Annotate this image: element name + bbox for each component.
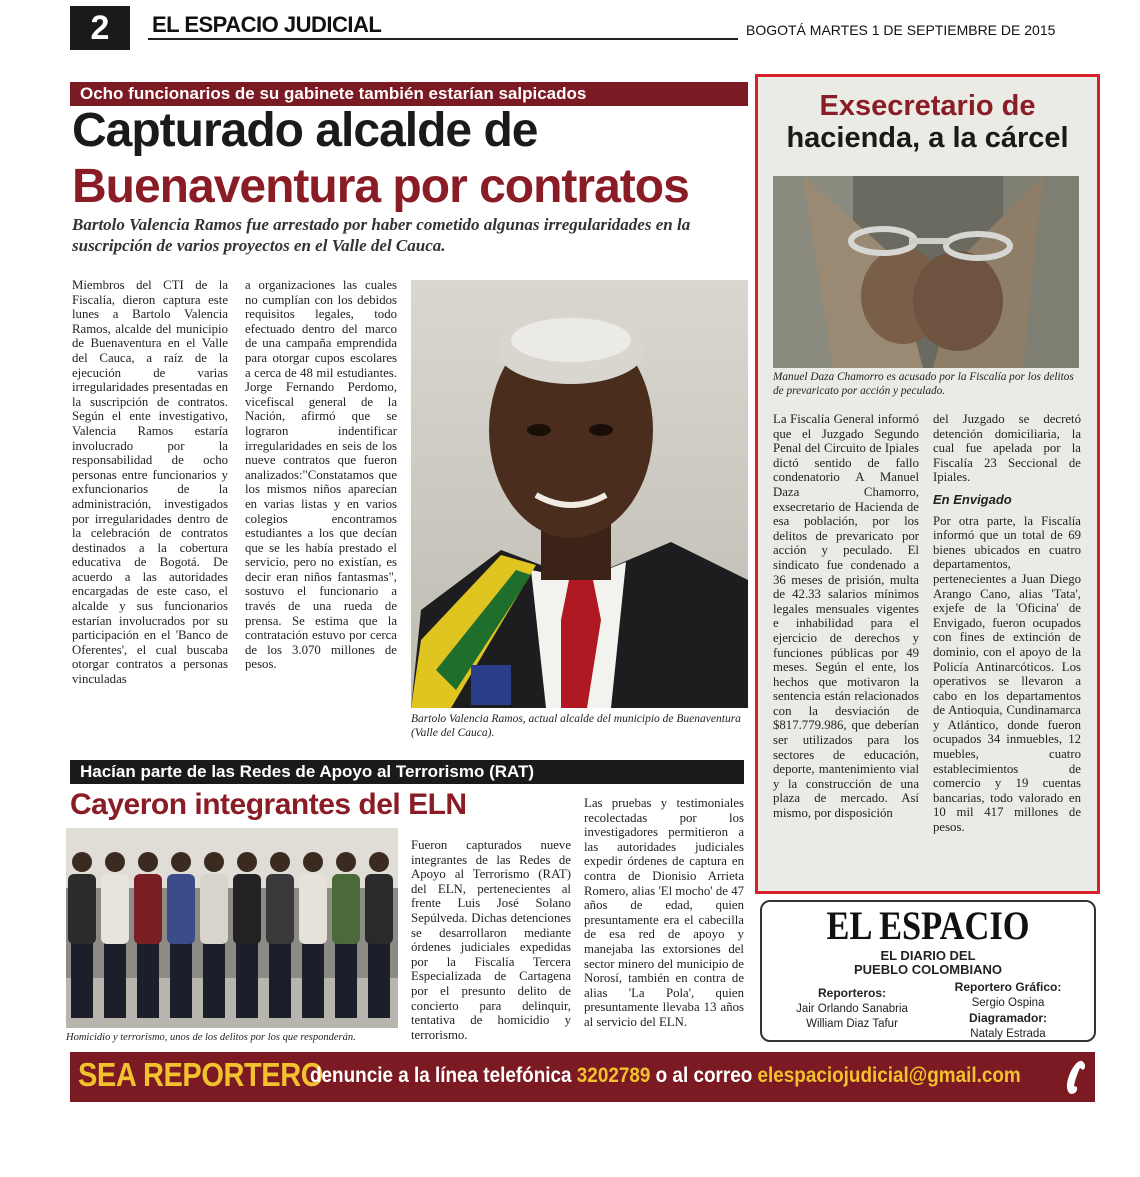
detainee-figure <box>365 852 393 1018</box>
mayor-photo-caption: Bartolo Valencia Ramos, actual alcalde del municipio de Buenaventura (Valle del Cauca). <box>411 713 741 739</box>
main-lede: Bartolo Valencia Ramos fue arrestado por haber cometido algunas irregularidades en la suscripción de varios proyectos en el Valle del Cauca. <box>72 215 691 255</box>
main-kicker: Ocho funcionarios de su gabinete también estarían salpicados <box>70 82 748 106</box>
mayor-photo <box>411 280 748 708</box>
section-title: EL ESPACIO JUDICIAL <box>152 12 382 37</box>
banner-phone: 3202789 <box>576 1064 651 1087</box>
main-headline-line2: Buenaventura por contratos <box>72 160 689 213</box>
sidebar-column-2-part-a: del Juzgado se decretó detención domiciliaria, la cual fue apelada por la Fiscalía 23 Seccional de Ipiales. <box>933 412 1081 485</box>
detainee-figure <box>134 852 162 1018</box>
reporters-credits <box>772 986 932 1032</box>
main-column-1: Miembros del CTI de la Fiscalía, dieron captura este lunes a Bartolo Valencia Ramos, alcalde del municipio de Buenaventura en el Valle del Cauca, a raíz de la ejecución de varias irregularidades presentadas en la suscripción de contratos. Según el ente investigativo, Valencia Ramos estaría involucrado por la responsabilidad de ocho personas entre funcionarios y exfuncionarios de la administración, investigados por irregularidades dentro de la celebración de contratos destinados a la cobertura educativa de Bogotá. De acuerdo a las autoridades encargadas de este caso, el alcalde y sus funcionarios estarían involucrados por su participación en el 'Banco de Oferentes', el cual buscaba otorgar contratos a personas vinculadas <box>72 278 228 687</box>
reporter-name: William Diaz Tafur <box>806 1018 898 1030</box>
graphic-reporter-name: Sergio Ospina <box>971 997 1045 1009</box>
main-column-2: a organizaciones las cuales no cumplían con los debidos requisitos legales, todo efectuado dentro del marco de una campaña emprendida para otorgar cupos escolares a cerca de 48 mil estudiantes. Jorge Fernando Perdomo, vicefiscal general de la Nación, afirmó que se lograron indentificar irregularidades en seis de los nueve contratos que fueron analizados:"Constatamos que los mismos niños aparecían en varias listas y en varios colegios encontramos estudiantes a los que decían que se les había prestado el servicio, pero no existían, es decir eran niños fantasmas", sostuvo el funcionario a través de una rueda de prensa. Se estima que la contratación estuvo por cerca de los 3.070 millones de pesos. <box>245 278 397 672</box>
masthead-subtitle-line2: PUEBLO COLOMBIANO <box>853 962 1003 977</box>
header-rule <box>148 38 738 40</box>
detainee-figure <box>299 852 327 1018</box>
handcuffs-photo-caption: Manuel Daza Chamorro es acusado por la Fiscalía por los delitos de prevaricato por acción y peculado. <box>773 371 1074 397</box>
sidebar-column-1: La Fiscalía General informó que el Juzgado Segundo Penal del Circuito de Ipiales dictó sentido de fallo condenatorio A Manuel Daza Chamorro, exsecretario de Hacienda de esa población, por los delitos de prevaricato por acción y peculado. El sindicato fue condenado a 36 meses de prisión, multa de 42.33 salarios mínimos legales mensuales vigentes e inhabilidad para el ejercicio de derechos y funciones públicas por 49 meses. Según el ente, los hechos que motivaron la sentencia están relacionados con la desviación de $817.779.986, que deberían ser utilizados para los sectores de educación, deporte, mantenimiento vial y la construcción de una plaza de mercado. Así mismo, por disposición <box>773 412 919 821</box>
reporter-name: Jair Orlando Sanabria <box>796 1003 908 1015</box>
sidebar-column-2 <box>933 412 1081 872</box>
phone-icon <box>1064 1058 1090 1098</box>
layout-designer-label: Diagramador: <box>968 1011 1048 1025</box>
masthead-title: EL ESPACIO <box>826 903 1030 948</box>
eln-headline: Cayeron integrantes del ELN <box>70 788 467 821</box>
layout-designer-name: Nataly Estrada <box>970 1028 1046 1040</box>
detainee-figure <box>266 852 294 1018</box>
detainee-figure <box>68 852 96 1018</box>
sidebar-subhead: En Envigado <box>933 491 1012 507</box>
banner-slogan: SEA REPORTERO <box>78 1056 323 1093</box>
detainee-figure <box>332 852 360 1018</box>
sidebar-headline-line1: Exsecretario de <box>819 90 1036 122</box>
eln-column-1: Fueron capturados nueve integrantes de las Redes de Apoyo al Terrorismo (RAT) del ELN, pertenecientes al frente Luis José Solano Sepúlveda. Dichas detenciones se desarrollaron mediante órdenes judiciales expedidas por la Fiscalía Tercera Especializada de Cartagena por el presunto delito de concierto para delinquir, tentativa de homicidio y terrorismo. <box>411 838 571 1042</box>
main-headline-line1: Capturado alcalde de <box>72 104 538 157</box>
banner-text-a: denuncie a la línea telefónica <box>310 1064 577 1087</box>
handcuffs-photo <box>773 176 1079 368</box>
sidebar-headline-line2: hacienda, a la cárcel <box>786 122 1069 154</box>
banner-email: elespaciojudicial@gmail.com <box>757 1064 1021 1087</box>
banner-text-b: o al correo <box>650 1064 758 1087</box>
detainee-figure <box>167 852 195 1018</box>
banner-contact-text <box>310 1064 1021 1088</box>
eln-detainees-photo <box>66 828 398 1028</box>
dateline: BOGOTÁ MARTES 1 DE SEPTIEMBRE DE 2015 <box>746 22 1056 38</box>
graphic-reporter-label: Reportero Gráfico: <box>954 980 1062 994</box>
reporters-label: Reporteros: <box>817 986 886 1000</box>
staff-credits <box>928 980 1088 1042</box>
eln-column-2: Las pruebas y testimoniales recolectadas por los investigadores permitieron a las autoridades judiciales expedir órdenes de captura en contra de Dionisio Arrieta Romero, alias 'El mocho' de 47 años de edad, quien presuntamente era el cabecilla de esa red de apoyo y manejaba las extorsiones del sector minero del municipio de Norosí, también en contra de alias 'La Pola', quien presuntamente llevaba 13 años al servicio del ELN. <box>584 796 744 1029</box>
detainee-figure <box>101 852 129 1018</box>
eln-kicker: Hacían parte de las Redes de Apoyo al Terrorismo (RAT) <box>70 760 744 784</box>
detainee-figure <box>200 852 228 1018</box>
eln-photo-caption: Homicidio y terrorismo, unos de los delitos por los que responderán. <box>66 1032 356 1043</box>
detainee-figure <box>233 852 261 1018</box>
page-number: 2 <box>70 6 130 50</box>
masthead-subtitle-line1: EL DIARIO DEL <box>880 948 976 963</box>
sidebar-column-2-part-b: Por otra parte, la Fiscalía informó que un total de 69 bienes ubicados en cuatro departamentos, pertenecientes a Juan Diego Arango Cano, alias 'Tata', exjefe de la 'Oficina' de Envigado, fueron ocupados con fines de extinción de dominio, con el apoyo de la Policía Antinarcóticos. Los operativos se llevaron a cabo en los departamentos de Antioquia, Cundinamarca y Atlántico, donde fueron ocupados 34 inmuebles, 12 muebles, cuatro establecimientos de comercio y 19 cuentas bancarias, todo valorado en 10 mil 417 millones de pesos. <box>933 513 1081 835</box>
